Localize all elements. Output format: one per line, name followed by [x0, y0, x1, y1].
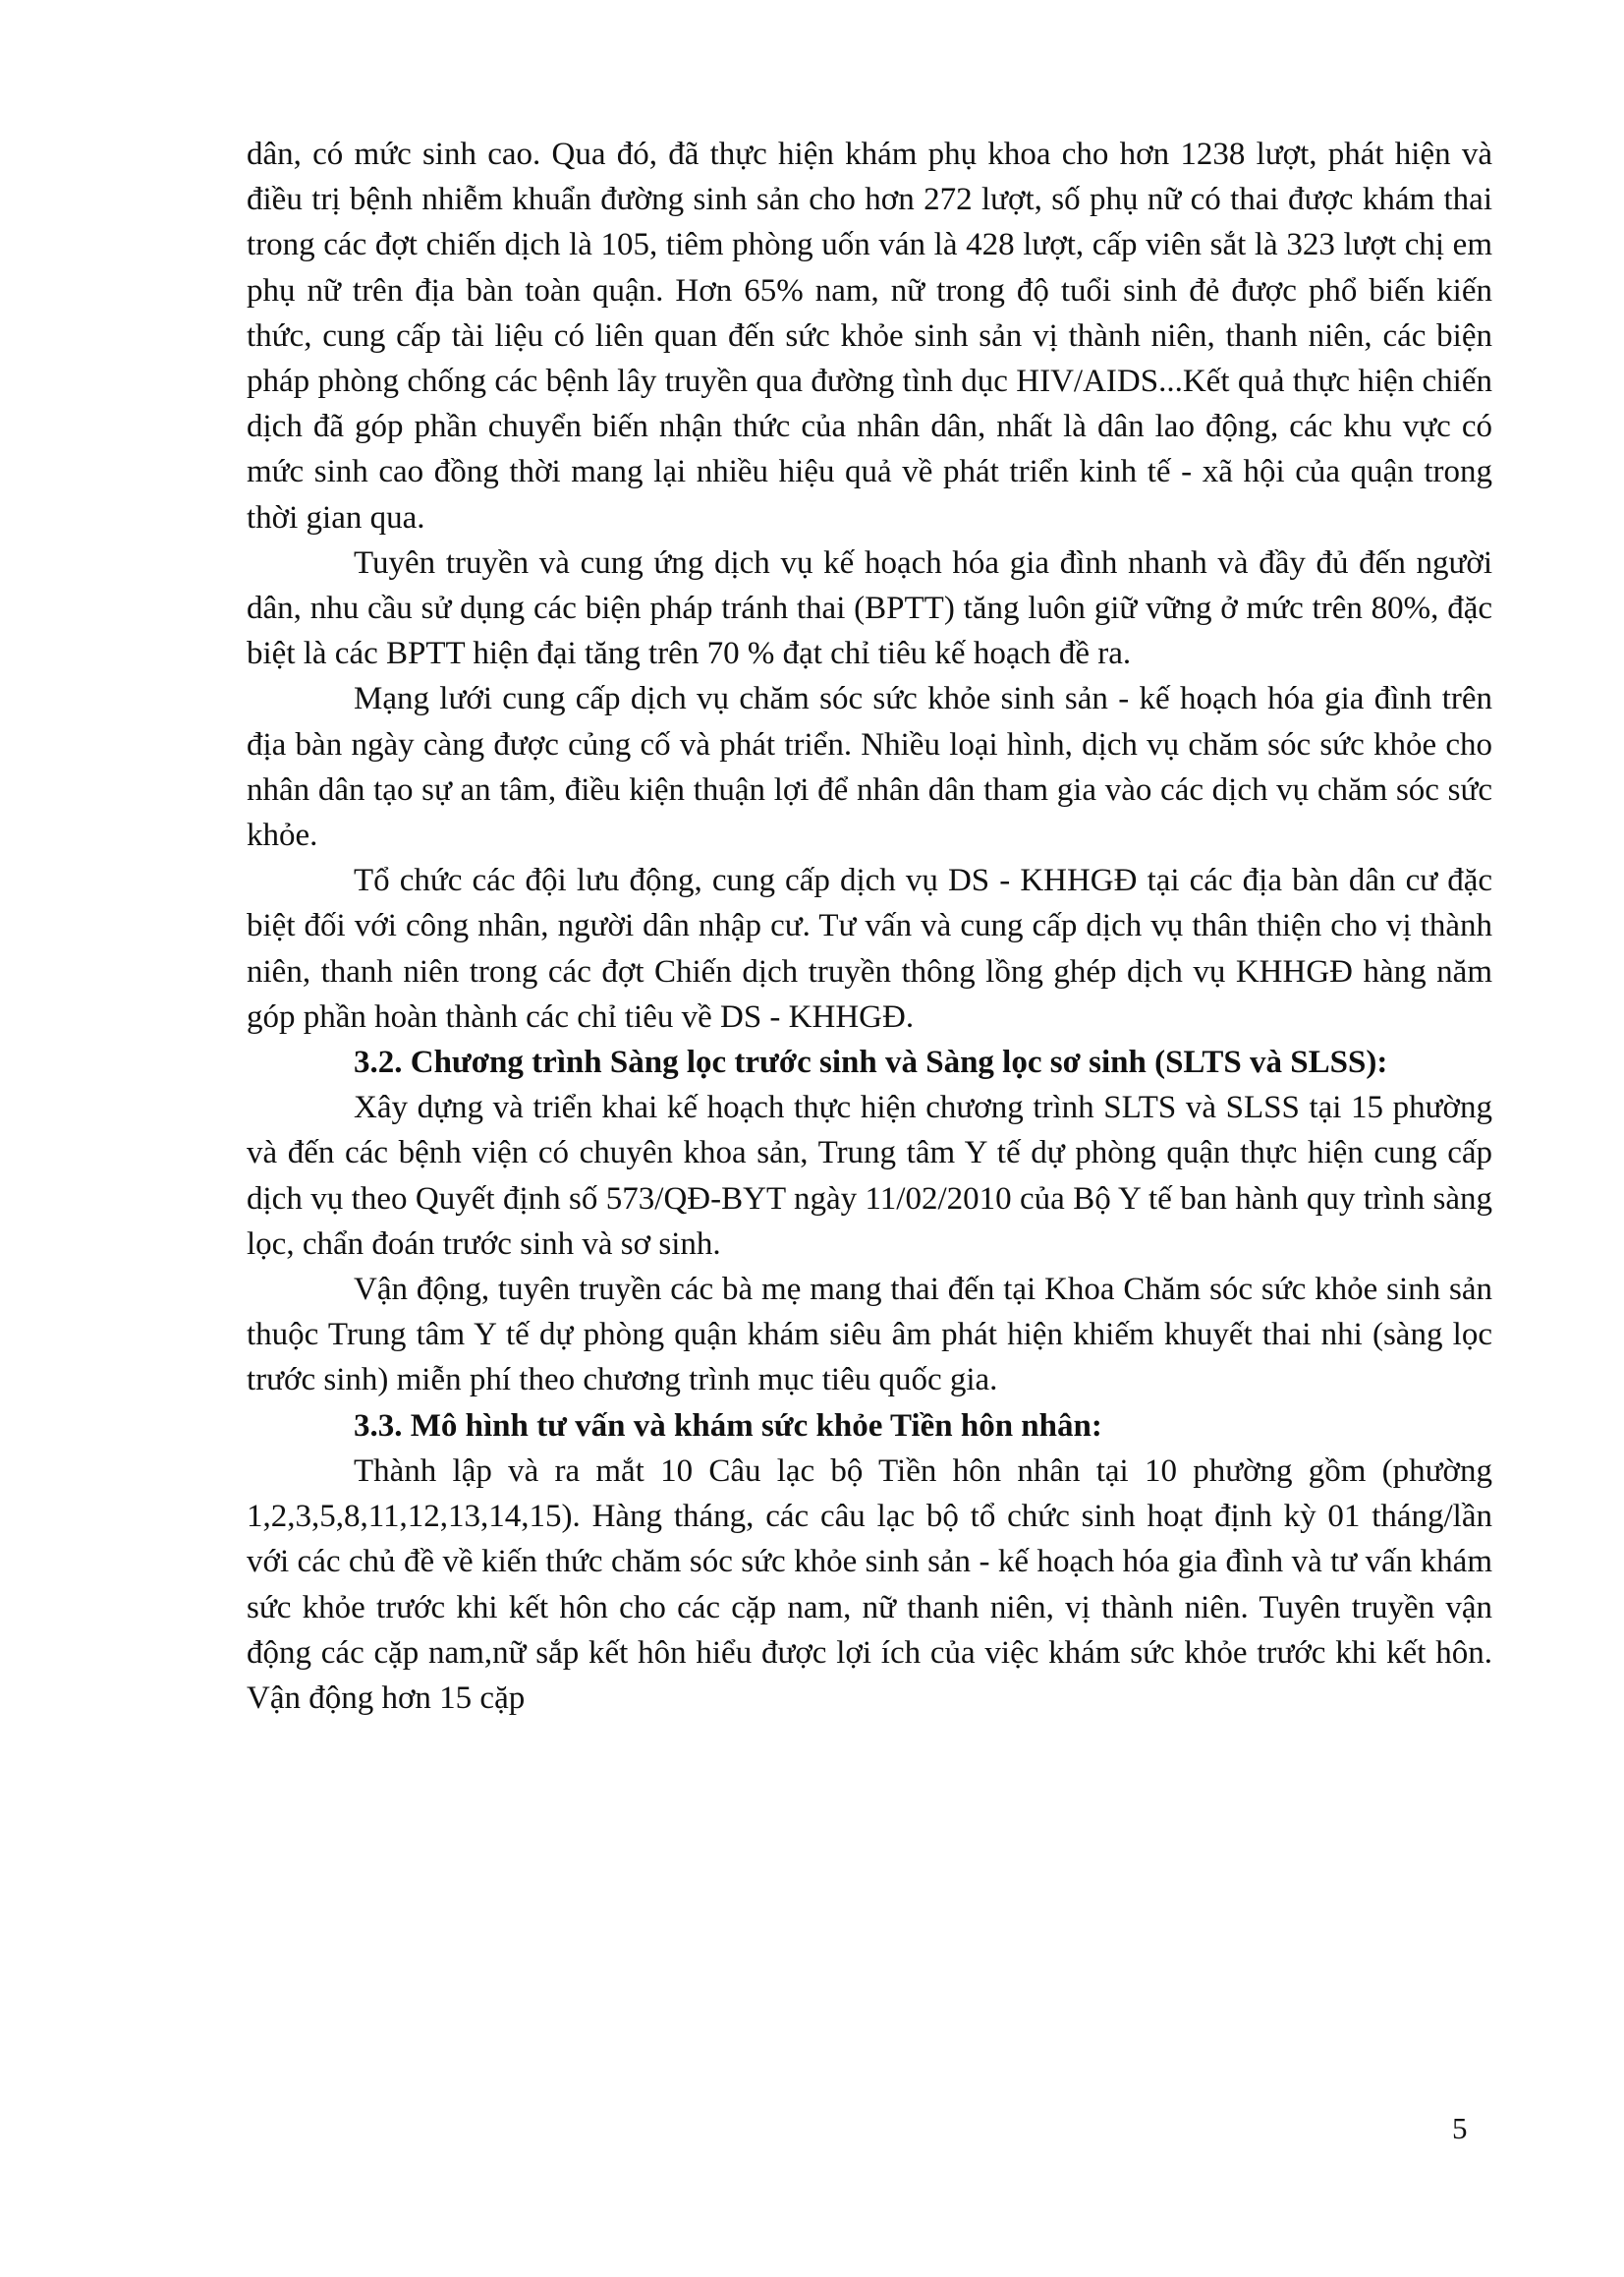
paragraph-continuation: dân, có mức sinh cao. Qua đó, đã thực hiện khám phụ khoa cho hơn 1238 lượt, phát hiện và điều trị bệnh nhiễm khuẩn đường sinh sản cho hơn 272 lượt, số phụ nữ có thai được khám thai trong các đợt chiến dịch là 105, tiêm phòng uốn ván là 428 lượt, cấp viên sắt là 323 lượt chị em phụ nữ trên địa bàn toàn quận. Hơn 65% nam, nữ trong độ tuổi sinh đẻ được phổ biến kiến thức, cung cấp tài liệu có liên quan đến sức khỏe sinh sản vị thành niên, thanh niên, các biện pháp phòng chống các bệnh lây truyền qua đường tình dục HIV/AIDS...Kết quả thực hiện chiến dịch đã góp phần chuyển biến nhận thức của nhân dân, nhất là dân lao động, các khu vực có mức sinh cao đồng thời mang lại nhiều hiệu quả về phát triển kinh tế - xã hội của quận trong thời gian qua.: [247, 137, 1492, 536]
page-number: 5: [1452, 2111, 1468, 2145]
paragraph-service-network: Mạng lưới cung cấp dịch vụ chăm sóc sức khỏe sinh sản - kế hoạch hóa gia đình trên địa bàn ngày càng được củng cố và phát triển. Nhiều loại hình, dịch vụ chăm sóc sức khỏe cho nhân dân tạo sự an tâm, điều kiện thuận lợi để nhân dân tham gia vào các dịch vụ chăm sóc sức khỏe.: [247, 681, 1492, 854]
section-heading-3-3: 3.3. Mô hình tư vấn và khám sức khỏe Tiền hôn nhân:: [354, 1407, 1102, 1444]
paragraph-premarital-clubs: Thành lập và ra mắt 10 Câu lạc bộ Tiền hôn nhân tại 10 phường gồm (phường 1,2,3,5,8,11,12,13,14,15). Hàng tháng, các câu lạc bộ tổ chức sinh hoạt định kỳ 01 tháng/lần với các chủ đề về kiến thức chăm sóc sức khỏe sinh sản - kế hoạch hóa gia đình và tư vấn khám sức khỏe trước khi kết hôn cho các cặp nam, nữ thanh niên, vị thành niên. Tuyên truyền vận động các cặp nam,nữ sắp kết hôn hiểu được lợi ích của việc khám sức khỏe trước khi kết hôn. Vận động hơn 15 cặp: [247, 1452, 1492, 1716]
document-page: [247, 132, 1492, 2195]
paragraph-screening-plan: Xây dựng và triển khai kế hoạch thực hiện chương trình SLTS và SLSS tại 15 phường và đến các bệnh viện có chuyên khoa sản, Trung tâm Y tế dự phòng quận thực hiện cung cấp dịch vụ theo Quyết định số 573/QĐ-BYT ngày 11/02/2010 của Bộ Y tế ban hành quy trình sàng lọc, chẩn đoán trước sinh và sơ sinh.: [247, 1090, 1492, 1262]
paragraph-family-planning: Tuyên truyền và cung ứng dịch vụ kế hoạch hóa gia đình nhanh và đầy đủ đến người dân, nhu cầu sử dụng các biện pháp tránh thai (BPTT) tăng luôn giữ vững ở mức trên 80%, đặc biệt là các BPTT hiện đại tăng trên 70 % đạt chỉ tiêu kế hoạch đề ra.: [247, 544, 1492, 672]
paragraph-mobile-teams: Tổ chức các đội lưu động, cung cấp dịch vụ DS - KHHGĐ tại các địa bàn dân cư đặc biệt đối với công nhân, người dân nhập cư. Tư vấn và cung cấp dịch vụ thân thiện cho vị thành niên, thanh niên trong các đợt Chiến dịch truyền thông lồng ghép dịch vụ KHHGĐ hàng năm góp phần hoàn thành các chỉ tiêu về DS - KHHGĐ.: [247, 863, 1492, 1035]
paragraph-screening-outreach: Vận động, tuyên truyền các bà mẹ mang thai đến tại Khoa Chăm sóc sức khỏe sinh sản thuộc Trung tâm Y tế dự phòng quận khám siêu âm phát hiện khiếm khuyết thai nhi (sàng lọc trước sinh) miễn phí theo chương trình mục tiêu quốc gia.: [247, 1272, 1492, 1398]
section-heading-3-2: 3.2. Chương trình Sàng lọc trước sinh và Sàng lọc sơ sinh (SLTS và SLSS):: [354, 1045, 1388, 1081]
